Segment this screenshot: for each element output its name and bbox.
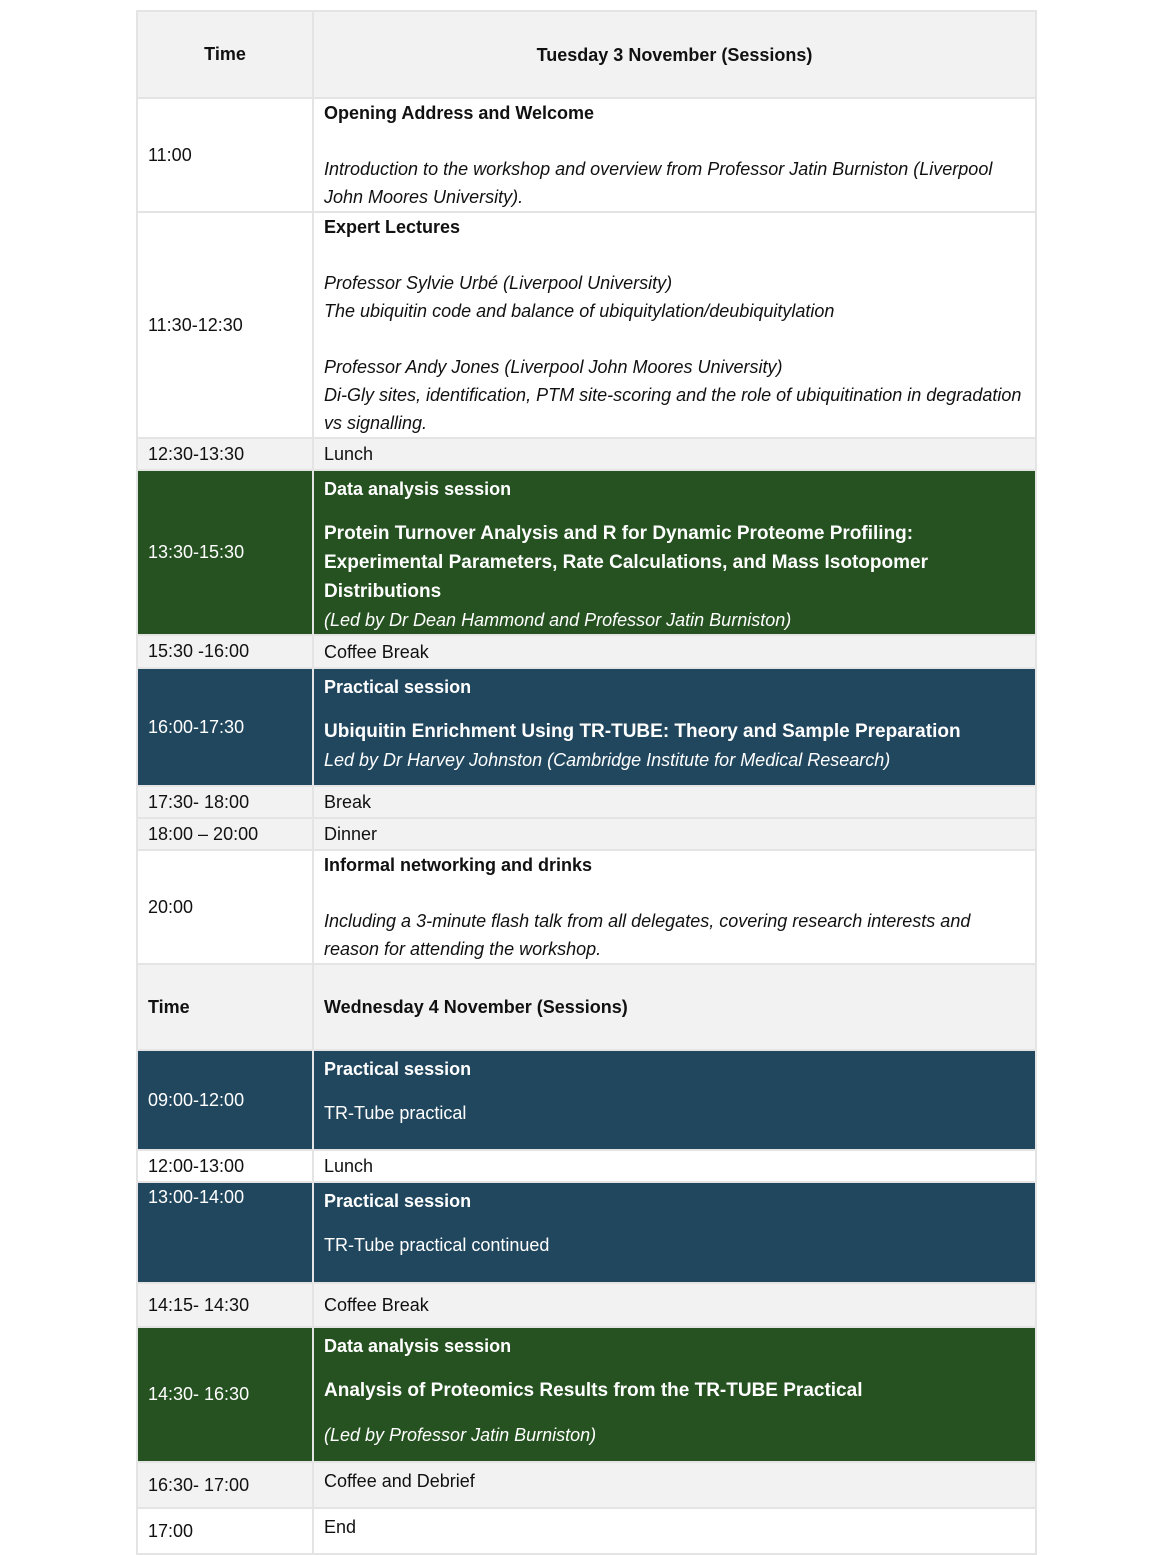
row-label: Coffee and Debrief xyxy=(313,1462,1036,1508)
row-time: 20:00 xyxy=(137,850,313,964)
row-time: 12:00-13:00 xyxy=(137,1150,313,1182)
row-time: 13:00-14:00 xyxy=(137,1182,313,1283)
row-content xyxy=(313,850,1036,964)
schedule-row xyxy=(137,1508,1036,1554)
schedule-row xyxy=(137,1283,1036,1327)
day1-day-header: Tuesday 3 November (Sessions) xyxy=(313,11,1036,98)
session-type: Data analysis session xyxy=(324,479,512,499)
day2-time-header: Time xyxy=(137,964,313,1050)
row-time: 17:00 xyxy=(137,1508,313,1554)
row-time: 18:00 – 20:00 xyxy=(137,818,313,850)
row-content xyxy=(313,668,1036,786)
session-type: Practical session xyxy=(324,1059,472,1079)
row-content xyxy=(313,1182,1036,1283)
row-time: 11:00 xyxy=(137,98,313,212)
schedule-row xyxy=(137,850,1036,964)
speaker-name: Professor Andy Jones (Liverpool John Moores University) xyxy=(324,357,783,377)
schedule-row xyxy=(137,786,1036,818)
session-leader: Led by Dr Harvey Johnston (Cambridge Institute for Medical Research) xyxy=(324,750,891,770)
session-leader: (Led by Professor Jatin Burniston) xyxy=(324,1425,597,1445)
row-time: 11:30-12:30 xyxy=(137,212,313,438)
row-content xyxy=(313,1050,1036,1150)
schedule-row xyxy=(137,1150,1036,1182)
row-time: 14:30- 16:30 xyxy=(137,1327,313,1462)
talk-title: Di-Gly sites, identification, PTM site-scoring and the role of ubiquitination in degradation vs signalling. xyxy=(324,385,1022,433)
session-title: Ubiquitin Enrichment Using TR-TUBE: Theory and Sample Preparation xyxy=(324,721,961,742)
session-text: TR-Tube practical continued xyxy=(324,1235,550,1255)
schedule-row-blue xyxy=(137,668,1036,786)
schedule-row xyxy=(137,438,1036,470)
schedule-row xyxy=(137,635,1036,668)
day1-header-row xyxy=(137,11,1036,98)
session-type: Practical session xyxy=(324,1191,472,1211)
session-type: Practical session xyxy=(324,677,472,697)
session-type: Data analysis session xyxy=(324,1336,512,1356)
day2-header-row xyxy=(137,964,1036,1050)
schedule-row-green xyxy=(137,1327,1036,1462)
row-label: Coffee Break xyxy=(313,1283,1036,1327)
schedule-row-blue xyxy=(137,1182,1036,1283)
row-time: 16:00-17:30 xyxy=(137,668,313,786)
session-text: TR-Tube practical xyxy=(324,1103,467,1123)
schedule-row-green xyxy=(137,470,1036,635)
schedule-table xyxy=(136,10,1037,1555)
schedule-row xyxy=(137,98,1036,212)
schedule-row-blue xyxy=(137,1050,1036,1150)
session-title: Opening Address and Welcome xyxy=(324,103,595,123)
row-time: 14:15- 14:30 xyxy=(137,1283,313,1327)
row-content xyxy=(313,1327,1036,1462)
session-description: Including a 3-minute flash talk from all delegates, covering research interests and reason for attending the workshop. xyxy=(324,911,971,959)
row-label: Dinner xyxy=(313,818,1036,850)
session-leader: (Led by Dr Dean Hammond and Professor Jatin Burniston) xyxy=(324,610,792,630)
row-time: 17:30- 18:00 xyxy=(137,786,313,818)
schedule-row xyxy=(137,818,1036,850)
row-time: 09:00-12:00 xyxy=(137,1050,313,1150)
day2-day-header: Wednesday 4 November (Sessions) xyxy=(313,964,1036,1050)
row-time: 12:30-13:30 xyxy=(137,438,313,470)
row-label: Break xyxy=(313,786,1036,818)
row-content xyxy=(313,212,1036,438)
row-time: 13:30-15:30 xyxy=(137,470,313,635)
row-content xyxy=(313,470,1036,635)
session-title: Expert Lectures xyxy=(324,217,461,237)
session-title: Informal networking and drinks xyxy=(324,855,593,875)
day1-time-header: Time xyxy=(137,11,313,98)
row-label: Lunch xyxy=(313,438,1036,470)
schedule-row xyxy=(137,212,1036,438)
row-content xyxy=(313,98,1036,212)
session-description: Introduction to the workshop and overview from Professor Jatin Burniston (Liverpool John Moores University). xyxy=(324,159,993,207)
session-title: Protein Turnover Analysis and R for Dynamic Proteome Profiling: Experimental Parameters, Rate Calculations, and Mass Isotopomer Distributions xyxy=(324,523,928,602)
row-time: 16:30- 17:00 xyxy=(137,1462,313,1508)
row-label: Lunch xyxy=(313,1150,1036,1182)
row-label: Coffee Break xyxy=(313,635,1036,668)
talk-title: The ubiquitin code and balance of ubiquitylation/deubiquitylation xyxy=(324,301,835,321)
row-time: 15:30 -16:00 xyxy=(137,635,313,668)
schedule-row xyxy=(137,1462,1036,1508)
session-title: Analysis of Proteomics Results from the TR-TUBE Practical xyxy=(324,1380,863,1401)
row-label: End xyxy=(313,1508,1036,1554)
speaker-name: Professor Sylvie Urbé (Liverpool University) xyxy=(324,273,673,293)
